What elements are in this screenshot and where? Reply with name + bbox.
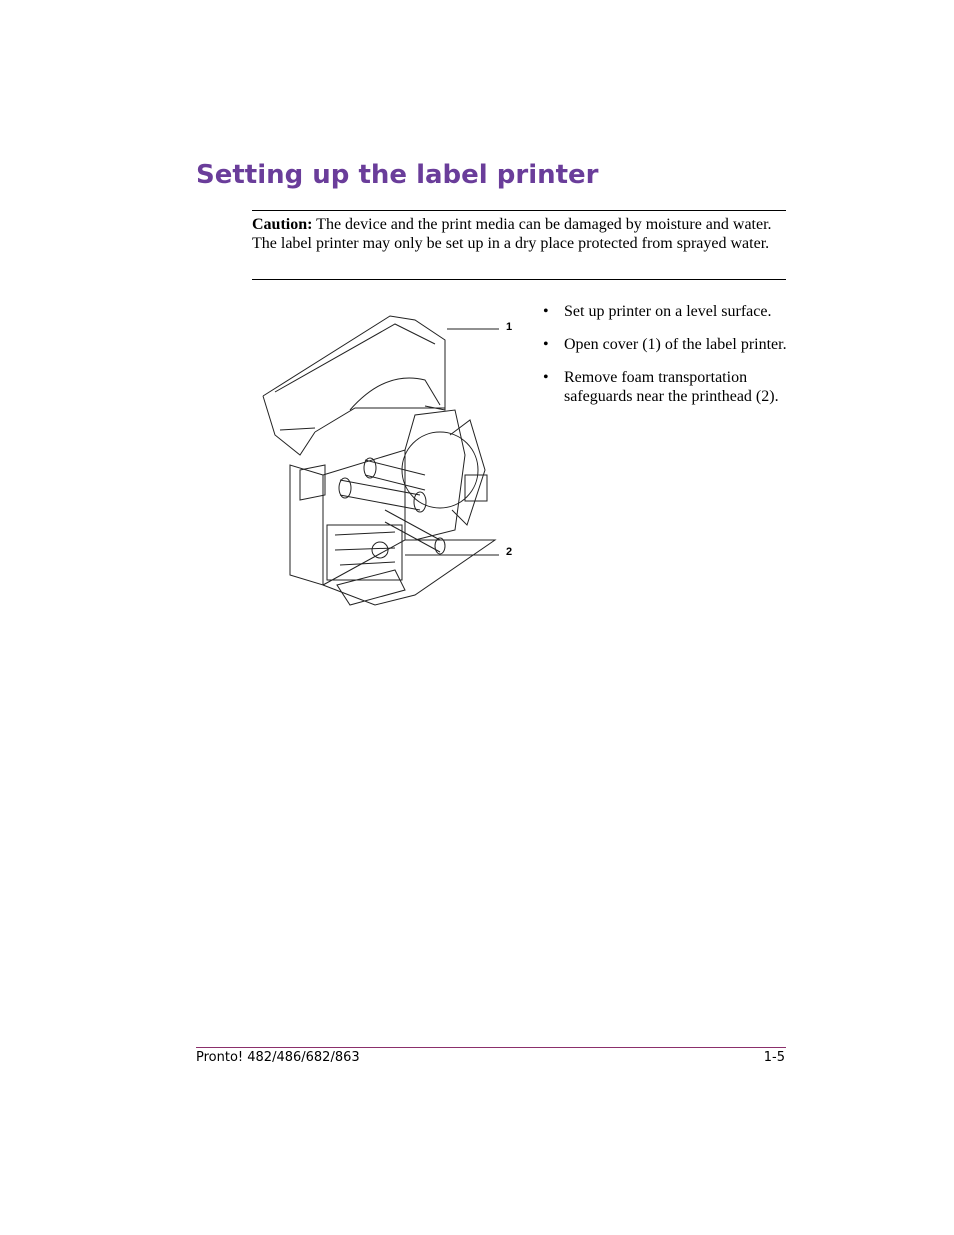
step-text: Remove foam transportation safeguards near the printhead (2).: [564, 369, 779, 405]
footer-product-name: Pronto! 482/486/682/863: [196, 1050, 360, 1065]
caution-top-rule: [252, 210, 786, 211]
page-title: Setting up the label printer: [196, 160, 599, 190]
caution-note: [252, 215, 786, 253]
footer-rule: [196, 1047, 786, 1048]
footer-page-number: 1-5: [763, 1050, 785, 1065]
bullet-icon: •: [543, 336, 549, 353]
callout-cover: 1: [506, 321, 513, 333]
setup-steps-list: [540, 302, 790, 420]
bullet-icon: •: [543, 369, 549, 386]
step-text: Set up printer on a level surface.: [564, 303, 772, 320]
bullet-icon: •: [543, 303, 549, 320]
callout-printhead: 2: [506, 546, 513, 558]
list-item: [540, 335, 790, 354]
caution-bottom-rule: [252, 279, 786, 280]
list-item: [540, 302, 790, 321]
printer-drawing: [255, 300, 525, 620]
printer-illustration: [255, 300, 525, 620]
caution-body: The device and the print media can be damaged by moisture and water. The label printer may only be set up in a dry place protected from sprayed water.: [252, 216, 772, 252]
step-text: Open cover (1) of the label printer.: [564, 336, 787, 353]
caution-label: Caution:: [252, 216, 313, 233]
list-item: [540, 368, 790, 406]
